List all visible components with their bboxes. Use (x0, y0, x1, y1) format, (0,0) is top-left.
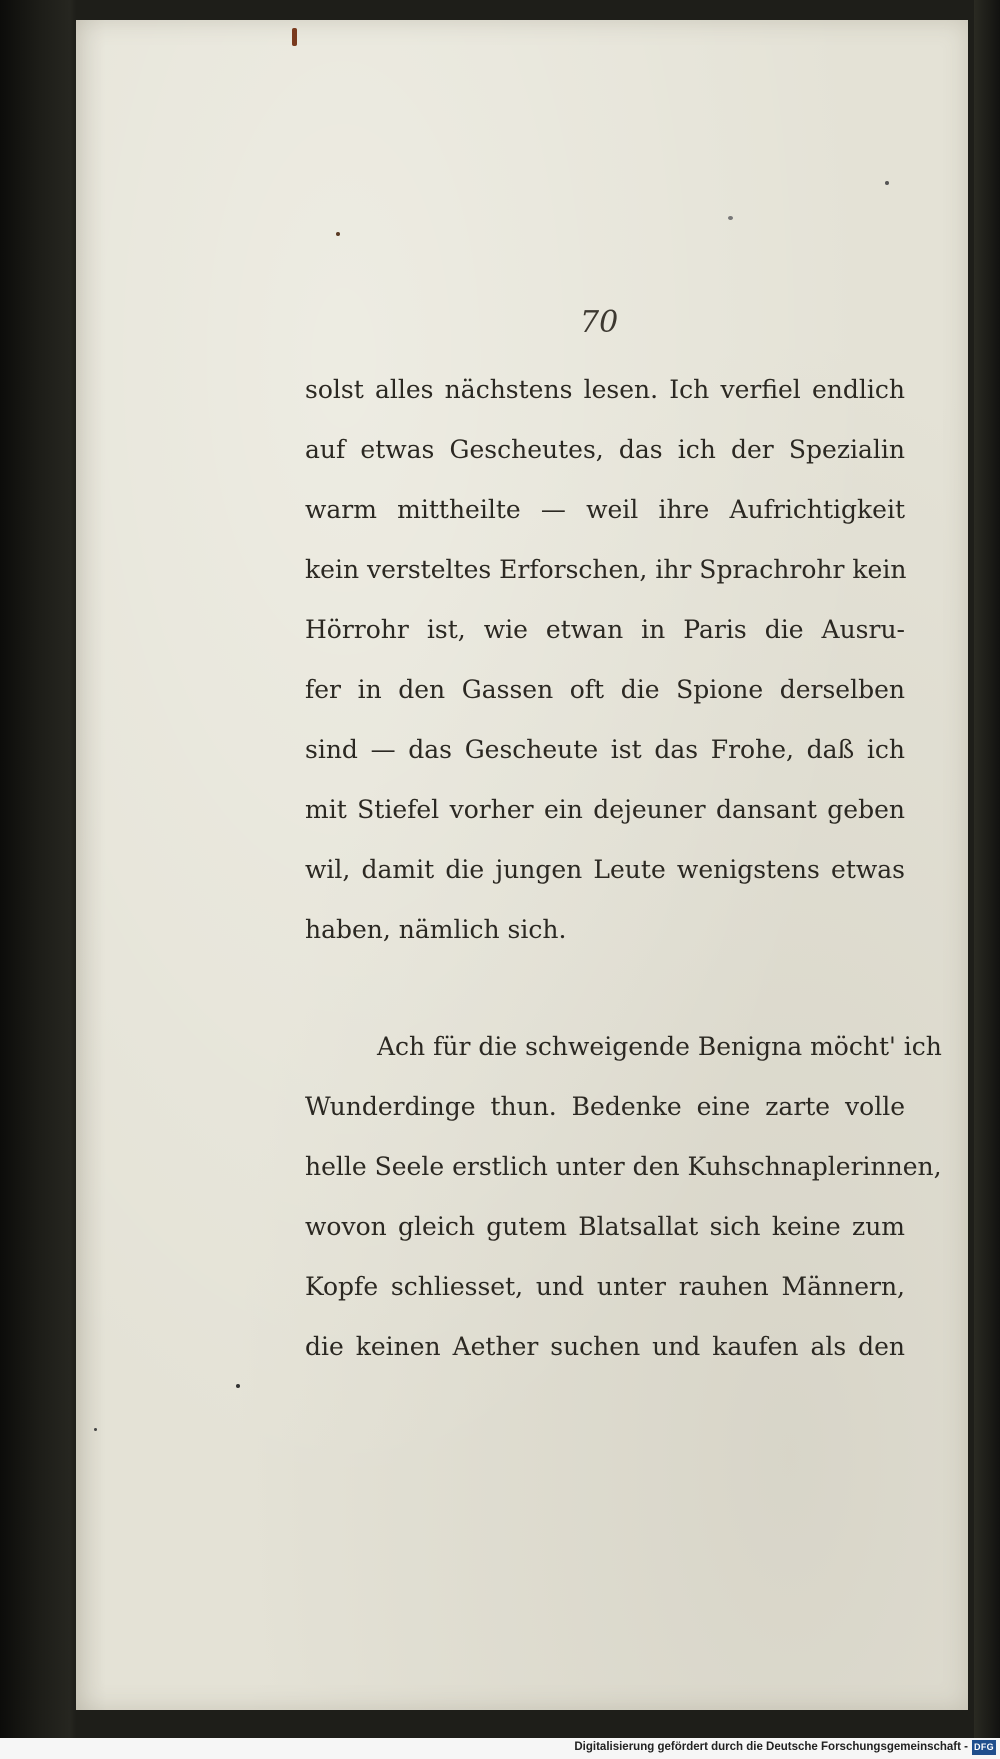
text-line: kein versteltes Erforschen, ihr Sprachrohr kein (305, 555, 907, 584)
text-line: Ach für die schweigende Benigna möcht' ich (377, 1032, 942, 1061)
ink-speck (336, 232, 340, 236)
text-line: wovon gleich gutem Blatsallat sich keine zum (305, 1212, 905, 1241)
digitization-credit: Digitalisierung gefördert durch die Deutsche Forschungsgemeinschaft - (574, 1741, 968, 1753)
text-line: sind — das Gescheute ist das Frohe, daß ich (305, 735, 905, 764)
page-number: 70 (580, 305, 619, 340)
text-line: wil, damit die jungen Leute wenigstens etwas (305, 855, 905, 884)
text-line: Wunderdinge thun. Bedenke eine zarte volle (305, 1092, 905, 1121)
ink-speck (94, 1428, 97, 1431)
ink-speck (885, 181, 889, 185)
text-line: Hörrohr ist, wie etwan in Paris die Ausru- (305, 615, 905, 644)
scan-right-edge (974, 0, 1000, 1759)
text-line: fer in den Gassen oft die Spione derselben (305, 675, 905, 704)
text-line: helle Seele erstlich unter den Kuhschnaplerinnen, (305, 1152, 942, 1181)
dfg-logo: DFG (972, 1740, 996, 1755)
text-line: mit Stiefel vorher ein dejeuner dansant geben (305, 795, 905, 824)
ink-speck (236, 1384, 240, 1388)
ink-speck (292, 28, 297, 46)
text-line: die keinen Aether suchen und kaufen als den (305, 1332, 905, 1361)
text-line: auf etwas Gescheutes, das ich der Spezialin (305, 435, 905, 464)
ink-speck (728, 216, 733, 220)
text-line: haben, nämlich sich. (305, 915, 567, 944)
text-line: Kopfe schliesset, und unter rauhen Männern, (305, 1272, 905, 1301)
text-line: warm mittheilte — weil ihre Aufrichtigkeit (305, 495, 905, 524)
text-line: solst alles nächstens lesen. Ich verfiel endlich (305, 375, 905, 404)
